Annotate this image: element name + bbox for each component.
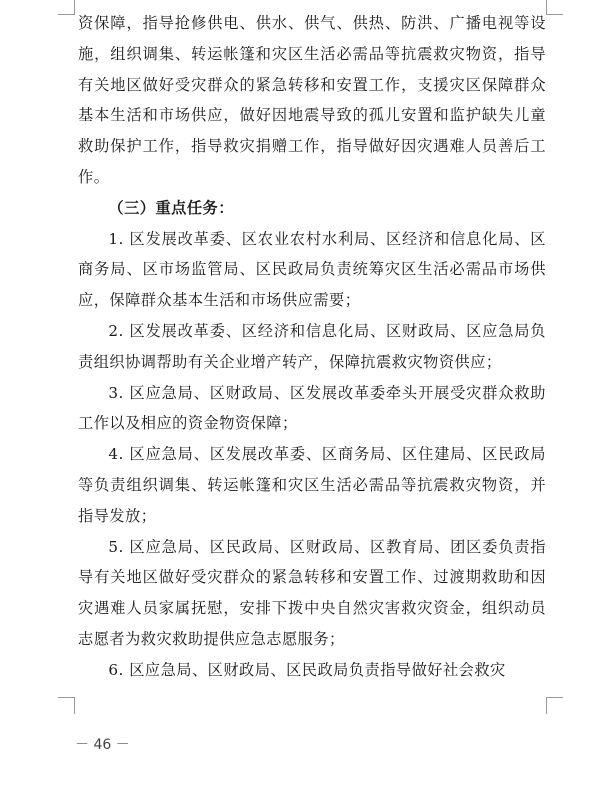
task-item-5: 5. 区应急局、区民政局、区财政局、区教育局、团区委负责指导有关地区做好受灾群众的紧急转移和安置工作、过渡期救助和因灾遇难人员家属抚慰，安排下拨中央自然灾害救灾资金，组织动员志愿者为救灾救助提供应急志愿服务； [78,537,546,648]
task-item-2: 2. 区发展改革委、区经济和信息化局、区财政局、区应急局负责组织协调帮助有关企业增产转产，保障抗震救灾物资供应； [78,321,546,371]
crop-mark-bottom-right [546,697,563,714]
page-number: － 46 － [75,737,130,753]
section-heading: （三）重点任务： [108,198,234,217]
task-item-4: 4. 区应急局、区发展改革委、区商务局、区住建局、区民政局等负责组织调集、转运帐篷和灾区生活必需品等抗震救灾物资，并指导发放； [78,445,546,525]
task-item-6: 6. 区应急局、区财政局、区民政局负责指导做好社会救灾 [108,660,506,679]
crop-mark-bottom-left [58,697,75,714]
continued-paragraph: 资保障，指导抢修供电、供水、供气、供热、防洪、广播电视等设施，组织调集、转运帐篷和灾区生活必需品等抗震救灾物资，指导有关地区做好受灾群众的紧急转移和安置工作，支援灾区保障群众基本生活和市场供应，做好因地震导致的孤儿安置和监护缺失儿童救助保护工作，指导救灾捐赠工作，指导做好因灾遇难人员善后工作。 [78,14,546,186]
task-item-3: 3. 区应急局、区财政局、区发展改革委牵头开展受灾群众救助工作以及相应的资金物资保障； [78,383,546,433]
task-item-1: 1. 区发展改革委、区农业农村水利局、区经济和信息化局、区商务局、区市场监管局、区民政局负责统筹灾区生活必需品市场供应，保障群众基本生活和市场供应需要； [78,229,546,310]
crop-mark-top-left [58,0,75,15]
document-body [78,8,546,686]
crop-mark-top-right [546,0,563,15]
